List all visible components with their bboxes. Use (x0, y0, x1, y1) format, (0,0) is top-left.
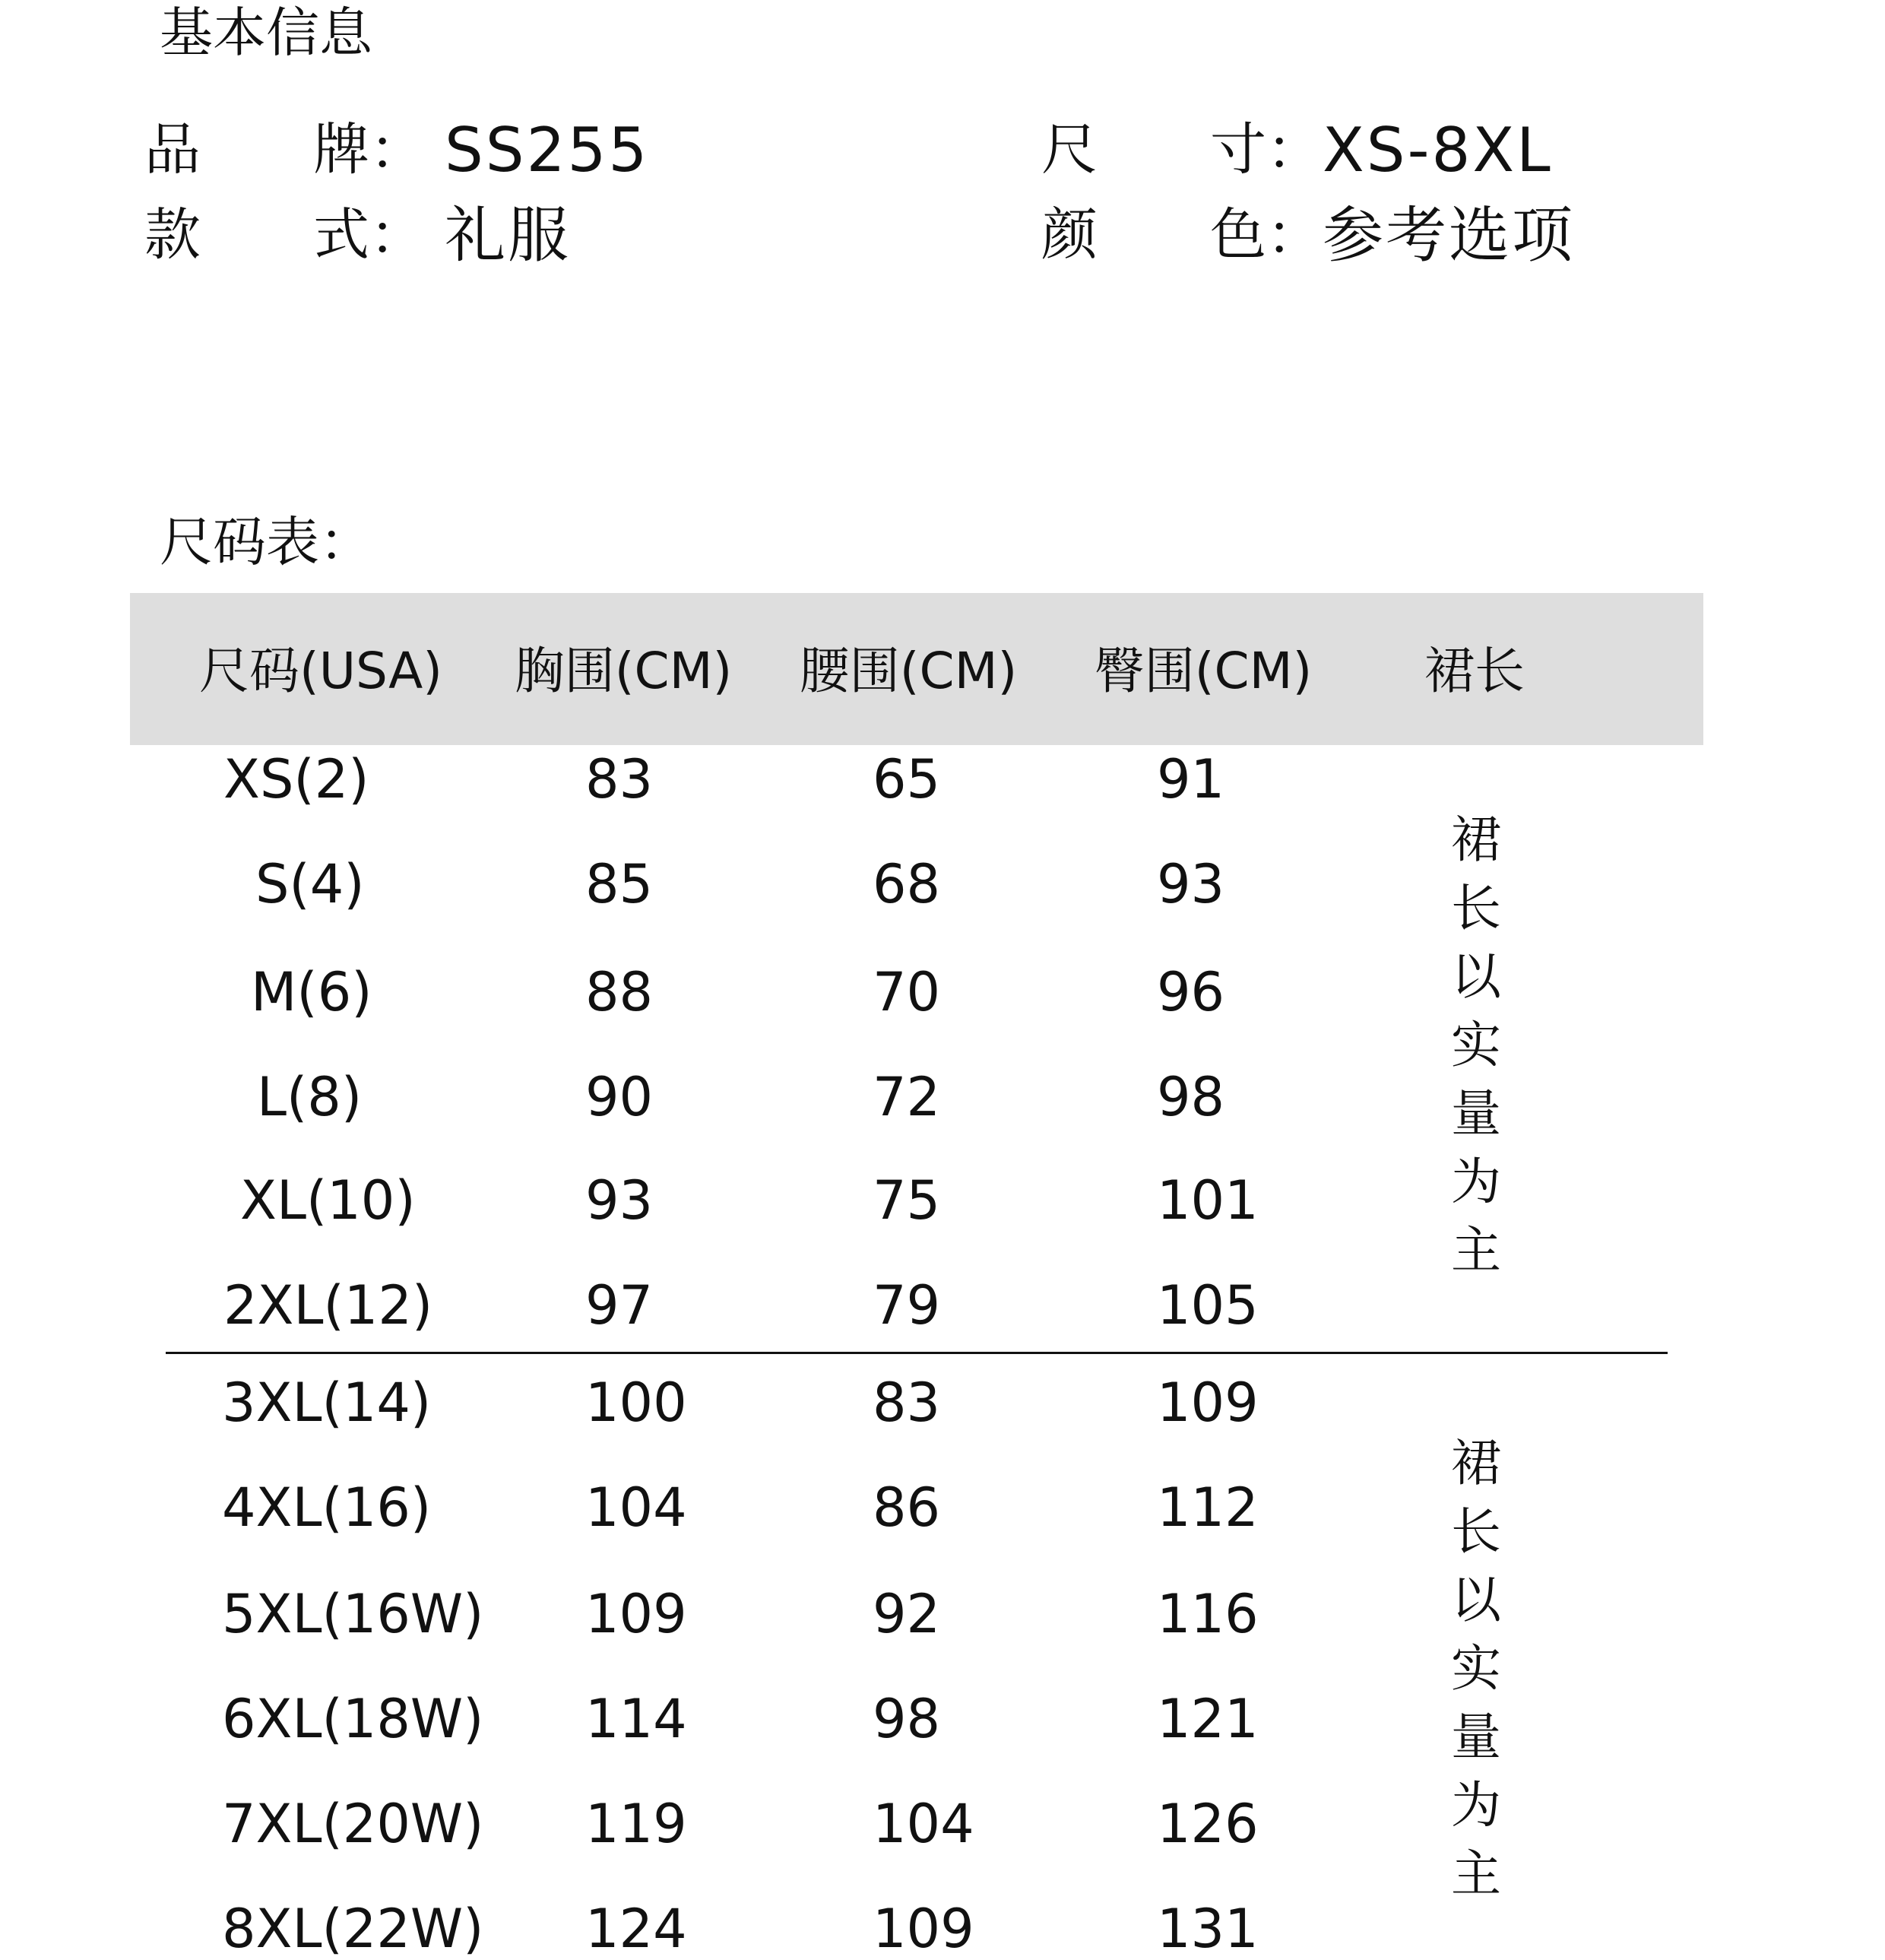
brand-label: 品 牌： (144, 117, 426, 182)
header-waist: 腰围(CM) (799, 642, 1018, 700)
header-length: 裙长 (1424, 642, 1525, 700)
table-cell: 6XL(18W) (222, 1688, 484, 1750)
table-cell: S(4) (255, 853, 365, 915)
table-cell: 3XL(14) (222, 1372, 432, 1434)
length-note-2: 裙长以实量为主 (1451, 1434, 1501, 1903)
style-label: 款 式： (144, 202, 426, 268)
length-note-1: 裙长以实量为主 (1451, 810, 1501, 1280)
table-cell: XS(2) (223, 748, 369, 810)
table-cell: 126 (1157, 1793, 1259, 1855)
table-cell: 101 (1157, 1169, 1259, 1232)
size-value: XS-8XL (1323, 115, 1553, 186)
table-cell: 90 (585, 1066, 654, 1128)
table-cell: 72 (873, 1066, 941, 1128)
table-cell: 91 (1157, 748, 1225, 810)
table-cell: 97 (585, 1274, 654, 1337)
table-cell: 98 (1157, 1066, 1225, 1128)
table-cell: 83 (873, 1372, 941, 1434)
table-cell: 109 (873, 1898, 974, 1960)
table-cell: 79 (873, 1274, 941, 1337)
table-cell: 68 (873, 853, 941, 915)
table-cell: 109 (1157, 1372, 1259, 1434)
header-hip: 臀围(CM) (1094, 642, 1313, 700)
group-divider (166, 1352, 1668, 1354)
color-label: 颜 色： (1041, 202, 1323, 268)
size-chart-title: 尺码表： (160, 511, 372, 573)
table-cell: 7XL(20W) (222, 1793, 484, 1855)
table-cell: 116 (1157, 1583, 1259, 1645)
color-value: 参考选项 (1323, 200, 1575, 271)
table-cell: 85 (585, 853, 654, 915)
header-size: 尺码(USA) (198, 642, 443, 700)
table-cell: 2XL(12) (223, 1274, 433, 1337)
table-cell: 131 (1157, 1898, 1259, 1960)
table-cell: 93 (585, 1169, 654, 1232)
table-cell: 105 (1157, 1274, 1259, 1337)
table-cell: 93 (1157, 853, 1225, 915)
basic-info-title: 基本信息 (160, 2, 372, 64)
table-cell: 83 (585, 748, 654, 810)
table-cell: 65 (873, 748, 941, 810)
table-cell: 75 (873, 1169, 941, 1232)
size-label: 尺 寸： (1041, 117, 1323, 182)
brand-value: SS255 (445, 115, 650, 186)
table-cell: 119 (585, 1793, 687, 1855)
table-cell: 5XL(16W) (222, 1583, 484, 1645)
table-cell: 104 (585, 1476, 687, 1539)
table-cell: 114 (585, 1688, 687, 1750)
table-cell: 109 (585, 1583, 687, 1645)
table-cell: 86 (873, 1476, 941, 1539)
table-cell: M(6) (251, 961, 372, 1023)
table-cell: 4XL(16) (222, 1476, 432, 1539)
table-cell: 8XL(22W) (222, 1898, 484, 1960)
table-cell: 96 (1157, 961, 1225, 1023)
table-cell: 124 (585, 1898, 687, 1960)
table-cell: XL(10) (240, 1169, 416, 1232)
table-cell: 104 (873, 1793, 974, 1855)
table-cell: 92 (873, 1583, 941, 1645)
table-cell: 98 (873, 1688, 941, 1750)
table-cell: 100 (585, 1372, 687, 1434)
header-chest: 胸围(CM) (514, 642, 733, 700)
table-cell: 70 (873, 961, 941, 1023)
style-value: 礼服 (445, 200, 571, 271)
table-cell: 121 (1157, 1688, 1259, 1750)
table-cell: 88 (585, 961, 654, 1023)
table-cell: L(8) (257, 1066, 363, 1128)
table-cell: 112 (1157, 1476, 1259, 1539)
